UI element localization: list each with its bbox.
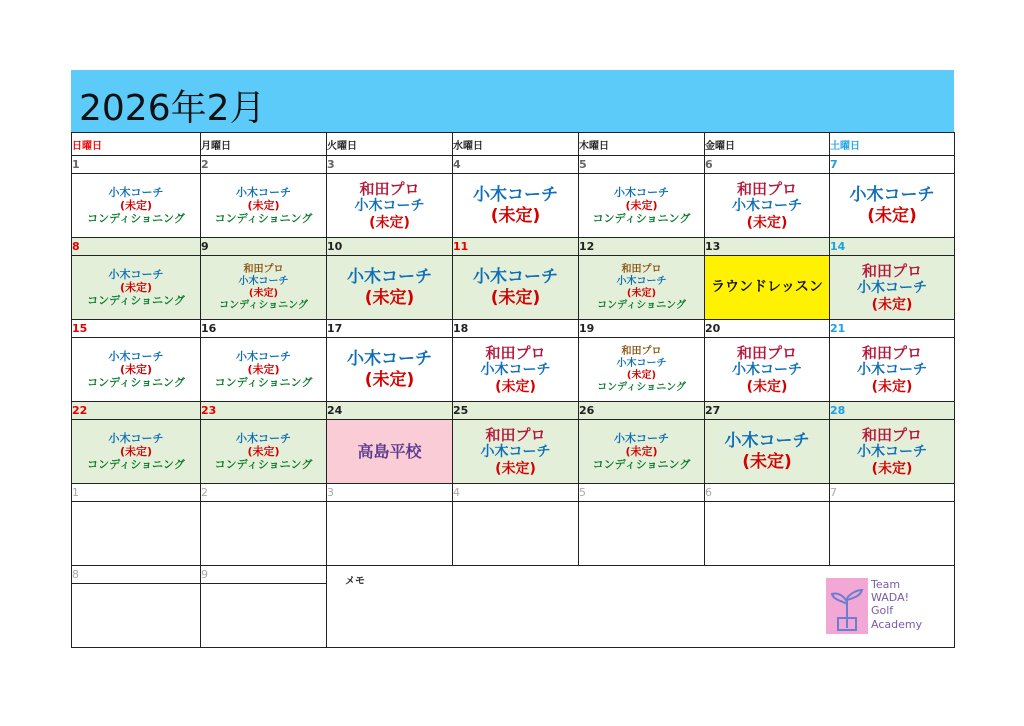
date-row-week5	[72, 484, 955, 502]
day-cell[interactable]: 和田プロ 小木コーチ (未定)	[830, 256, 955, 320]
day-cell[interactable]: 小木コーチ (未定) コンディショニング	[72, 338, 201, 402]
calendar-title: 2026年2月	[79, 88, 266, 129]
day-cell[interactable]: 小木コーチ (未定) コンディショニング	[579, 420, 705, 484]
day-cell[interactable]: 和田プロ 小木コーチ (未定)	[705, 174, 830, 238]
date-number: 19	[579, 320, 705, 338]
date-number: 28	[830, 402, 955, 420]
day-cell[interactable]: 小木コーチ (未定)	[327, 338, 453, 402]
day-cell[interactable]: 小木コーチ (未定) コンディショニング	[201, 338, 327, 402]
day-cell[interactable]: 和田プロ 小木コーチ (未定)	[327, 174, 453, 238]
date-number: 7	[830, 484, 955, 502]
day-cell-empty[interactable]	[327, 502, 453, 566]
day-cell[interactable]: 小木コーチ (未定) コンディショニング	[201, 174, 327, 238]
day-cell[interactable]: 小木コーチ (未定)	[327, 256, 453, 320]
event-row-week3	[72, 338, 955, 402]
date-number: 2	[201, 484, 327, 502]
weekday-sunday: 日曜日	[72, 133, 201, 156]
day-cell[interactable]: 和田プロ 小木コーチ (未定)	[705, 338, 830, 402]
date-number: 1	[72, 156, 201, 174]
day-cell-empty[interactable]	[201, 502, 327, 566]
date-number: 8	[72, 566, 201, 584]
date-number: 4	[453, 156, 579, 174]
day-cell[interactable]: 小木コーチ (未定) コンディショニング	[72, 256, 201, 320]
date-row-week4	[72, 402, 955, 420]
day-cell[interactable]: 和田プロ 小木コーチ (未定)	[453, 420, 579, 484]
weekday-header-row	[72, 133, 955, 156]
day-cell[interactable]: 小木コーチ (未定) コンディショニング	[579, 174, 705, 238]
day-cell[interactable]: 小木コーチ (未定)	[453, 256, 579, 320]
day-cell-empty[interactable]	[830, 502, 955, 566]
day-cell-round-lesson[interactable]: ラウンドレッスン	[705, 256, 830, 320]
date-number: 12	[579, 238, 705, 256]
date-number: 21	[830, 320, 955, 338]
calendar-grid	[71, 132, 955, 648]
date-number: 5	[579, 484, 705, 502]
date-number: 9	[201, 566, 327, 584]
date-number: 8	[72, 238, 201, 256]
date-number: 3	[327, 156, 453, 174]
weekday-saturday: 土曜日	[830, 133, 955, 156]
weekday-monday: 月曜日	[201, 133, 327, 156]
date-row-week6	[72, 566, 955, 584]
date-number: 5	[579, 156, 705, 174]
date-row-week2	[72, 238, 955, 256]
date-number: 22	[72, 402, 201, 420]
memo-area[interactable]	[327, 566, 955, 648]
day-cell[interactable]: 和田プロ 小木コーチ (未定) コンディショニング	[579, 256, 705, 320]
calendar-header	[71, 70, 954, 132]
day-cell[interactable]: 和田プロ 小木コーチ (未定) コンディショニング	[201, 256, 327, 320]
day-cell[interactable]: 和田プロ 小木コーチ (未定)	[830, 420, 955, 484]
day-cell[interactable]: 小木コーチ (未定) コンディショニング	[72, 174, 201, 238]
day-cell[interactable]: 小木コーチ (未定)	[705, 420, 830, 484]
day-cell[interactable]: 小木コーチ (未定)	[830, 174, 955, 238]
event-row-week5	[72, 502, 955, 566]
logo-mark	[826, 578, 868, 634]
day-cell-empty[interactable]	[579, 502, 705, 566]
day-cell[interactable]: 小木コーチ (未定)	[453, 174, 579, 238]
weekday-tuesday: 火曜日	[327, 133, 453, 156]
date-number: 9	[201, 238, 327, 256]
date-number: 26	[579, 402, 705, 420]
weekday-friday: 金曜日	[705, 133, 830, 156]
weekday-thursday: 木曜日	[579, 133, 705, 156]
date-number: 25	[453, 402, 579, 420]
plant-icon	[826, 578, 868, 634]
day-cell[interactable]: 和田プロ 小木コーチ (未定)	[830, 338, 955, 402]
date-number: 14	[830, 238, 955, 256]
date-number: 23	[201, 402, 327, 420]
day-cell[interactable]: 小木コーチ (未定) コンディショニング	[201, 420, 327, 484]
day-cell-empty[interactable]	[453, 502, 579, 566]
date-number: 6	[705, 484, 830, 502]
date-number: 1	[72, 484, 201, 502]
weekday-wednesday: 水曜日	[453, 133, 579, 156]
date-number: 24	[327, 402, 453, 420]
date-row-week3	[72, 320, 955, 338]
date-number: 10	[327, 238, 453, 256]
date-number: 20	[705, 320, 830, 338]
memo-label: メモ	[345, 576, 365, 587]
day-cell-empty[interactable]	[72, 584, 201, 648]
date-number: 16	[201, 320, 327, 338]
date-number: 27	[705, 402, 830, 420]
date-number: 18	[453, 320, 579, 338]
date-row-week1	[72, 156, 955, 174]
date-number: 15	[72, 320, 201, 338]
day-cell[interactable]: 小木コーチ (未定) コンディショニング	[72, 420, 201, 484]
date-number: 2	[201, 156, 327, 174]
day-cell[interactable]: 和田プロ 小木コーチ (未定) コンディショニング	[579, 338, 705, 402]
academy-logo	[826, 578, 936, 638]
date-number: 4	[453, 484, 579, 502]
event-row-week4	[72, 420, 955, 484]
day-cell-empty[interactable]	[201, 584, 327, 648]
date-number: 6	[705, 156, 830, 174]
day-cell[interactable]: 和田プロ 小木コーチ (未定)	[453, 338, 579, 402]
date-number: 17	[327, 320, 453, 338]
logo-text: Team WADA! Golf Academy	[871, 578, 923, 631]
day-cell-takashima[interactable]: 高島平校	[327, 420, 453, 484]
day-cell-empty[interactable]	[705, 502, 830, 566]
date-number: 7	[830, 156, 955, 174]
event-row-week1	[72, 174, 955, 238]
day-cell-empty[interactable]	[72, 502, 201, 566]
date-number: 3	[327, 484, 453, 502]
event-row-week2	[72, 256, 955, 320]
date-number: 13	[705, 238, 830, 256]
date-number: 11	[453, 238, 579, 256]
